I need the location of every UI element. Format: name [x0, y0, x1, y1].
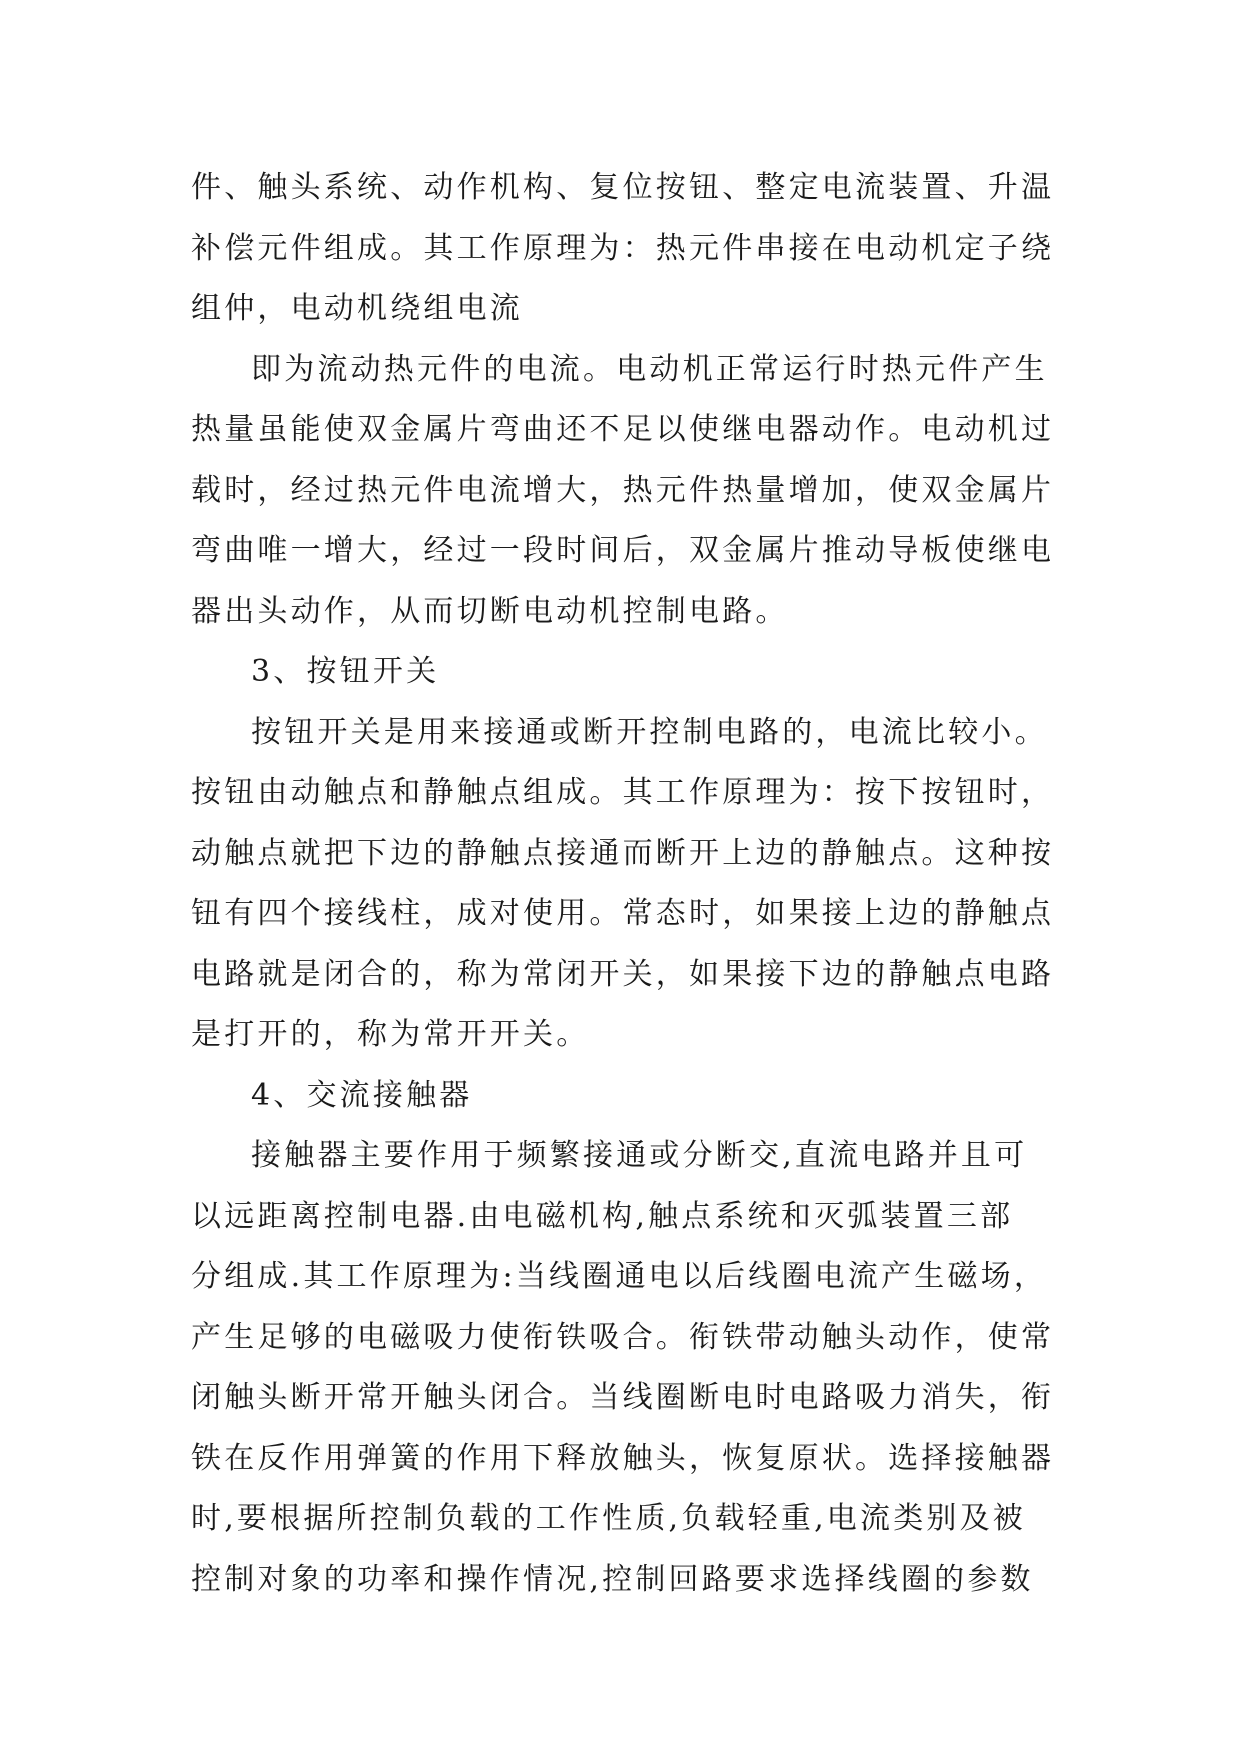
section-heading: 4、交流接触器: [251, 1077, 473, 1113]
text-line: 载时，经过热元件电流增大，热元件热量增加，使双金属片: [191, 472, 1055, 508]
section-heading: 3、按钮开关: [251, 654, 440, 689]
text-line: 时,要根据所控制负载的工作性质,负载轻重,电流类别及被: [191, 1501, 1027, 1536]
text-line: 即为流动热元件的电流。电动机正常运行时热元件产生: [251, 351, 1048, 387]
text-line: 是打开的，称为常开开关。: [191, 1017, 590, 1052]
text-line: 产生足够的电磁吸力使衔铁吸合。衔铁带动触头动作，使常: [191, 1319, 1055, 1355]
text-line: 按钮由动触点和静触点组成。其工作原理为：按下按钮时，: [191, 775, 1055, 810]
text-line: 控制对象的功率和操作情况,控制回路要求选择线圈的参数: [191, 1561, 1034, 1597]
text-line: 热量虽能使双金属片弯曲还不足以使继电器动作。电动机过: [191, 412, 1055, 447]
text-line: 以远距离控制电器.由电磁机构,触点系统和灭弧装置三部: [191, 1198, 1014, 1234]
text-line: 分组成.其工作原理为:当线圈通电以后线圈电流产生磁场，: [191, 1259, 1048, 1294]
text-line: 补偿元件组成。其工作原理为：热元件串接在电动机定子绕: [191, 230, 1055, 266]
text-line: 按钮开关是用来接通或断开控制电路的，电流比较小。: [251, 714, 1048, 750]
text-line: 铁在反作用弹簧的作用下释放触头，恢复原状。选择接触器: [191, 1440, 1055, 1476]
text-line: 弯曲唯一增大，经过一段时间后，双金属片推动导板使继电: [191, 533, 1055, 568]
text-line: 件、触头系统、动作机构、复位按钮、整定电流装置、升温: [191, 170, 1055, 205]
text-line: 闭触头断开常开触头闭合。当线圈断电时电路吸力消失，衔: [191, 1380, 1055, 1415]
text-line: 钮有四个接线柱，成对使用。常态时，如果接上边的静触点: [191, 896, 1055, 931]
text-line: 电路就是闭合的，称为常闭开关，如果接下边的静触点电路: [191, 956, 1055, 992]
text-line: 器出头动作，从而切断电动机控制电路。: [191, 593, 789, 629]
text-line: 接触器主要作用于频繁接通或分断交,直流电路并且可: [251, 1138, 1028, 1173]
text-line: 组仲，电动机绕组电流: [191, 291, 523, 326]
text-line: 动触点就把下边的静触点接通而断开上边的静触点。这种按: [191, 835, 1055, 871]
body-text: [191, 158, 1071, 1610]
